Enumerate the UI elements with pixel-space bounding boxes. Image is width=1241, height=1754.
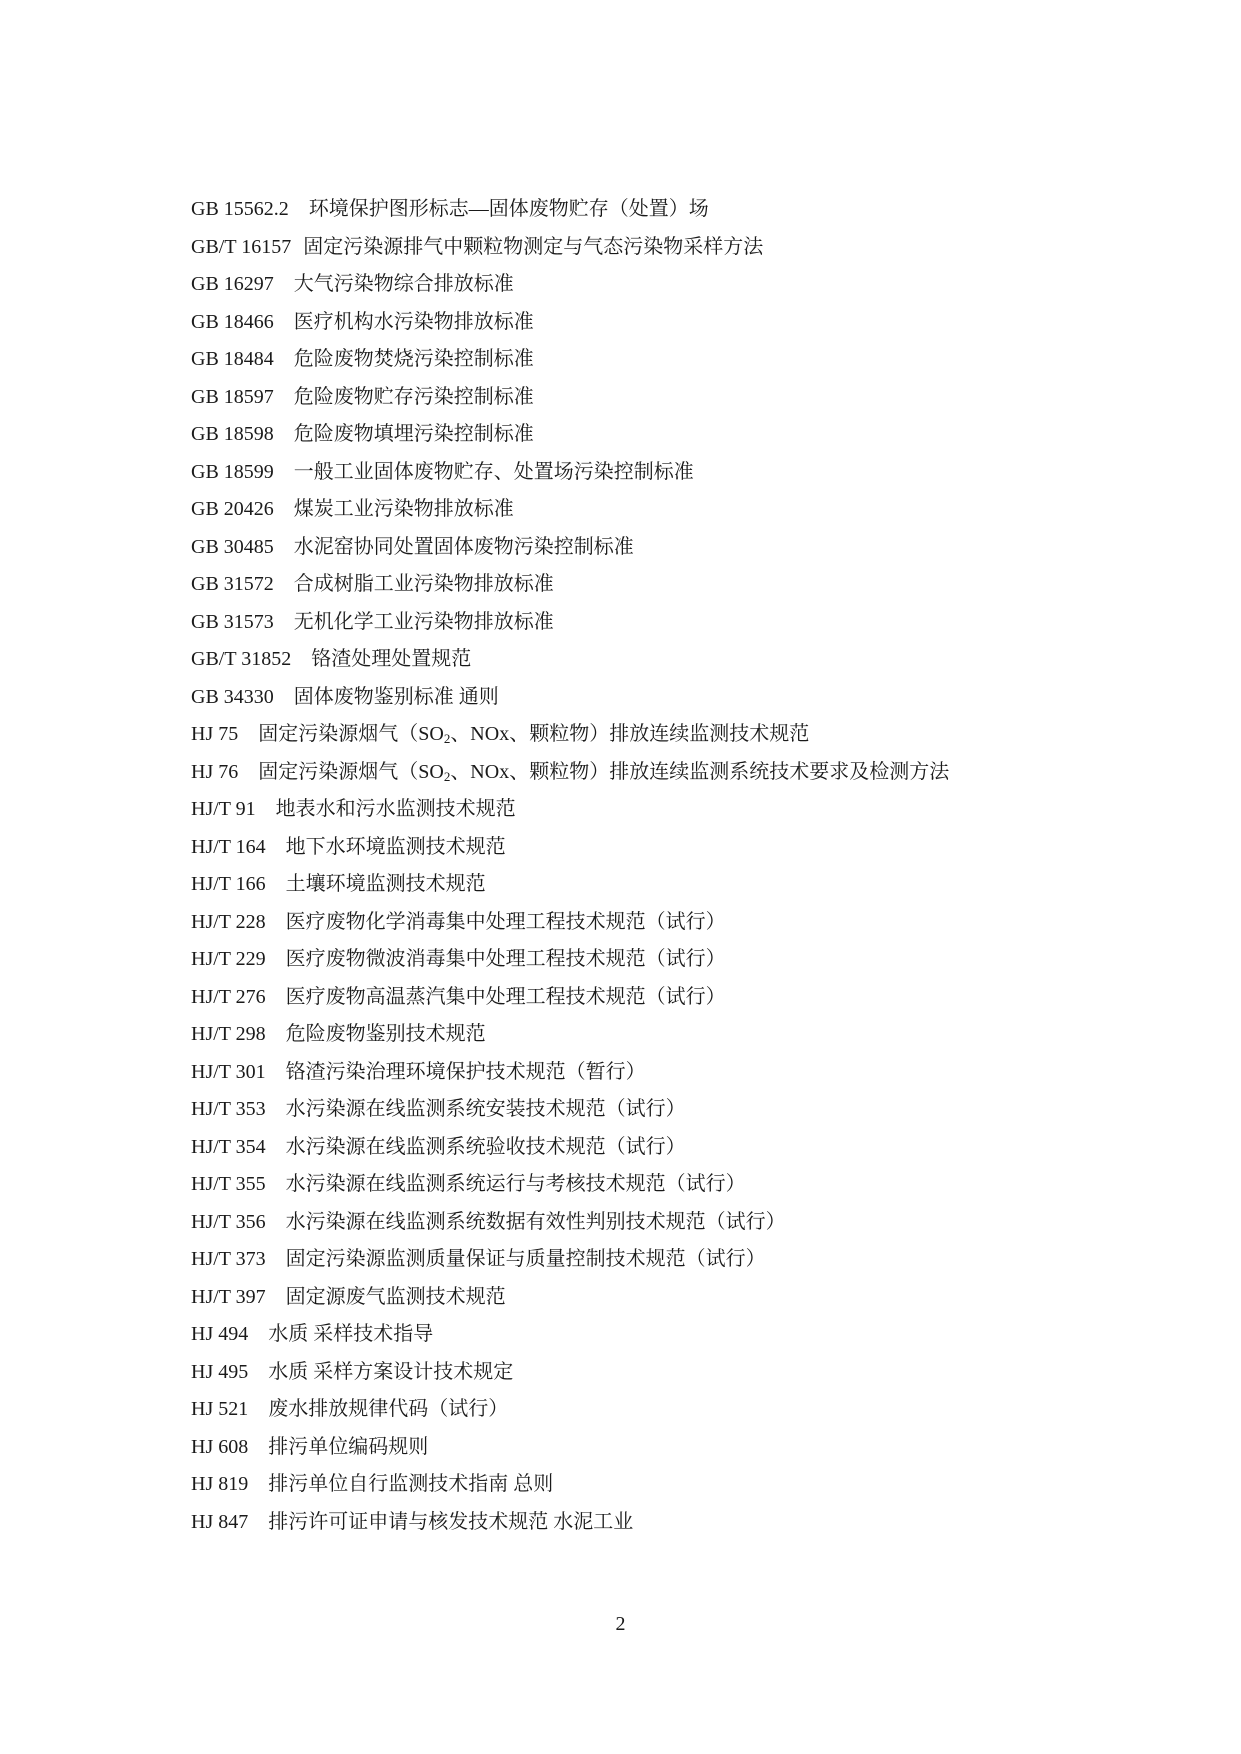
reference-title: 土壤环境监测技术规范 [285, 873, 486, 895]
reference-item [191, 491, 949, 529]
reference-title: 水污染源在线监测系统数据有效性判别技术规范（试行） [285, 1210, 786, 1233]
reference-code: GB 18597 [191, 385, 274, 408]
reference-item [191, 379, 949, 417]
reference-title: 合成树脂工业污染物排放标准 [293, 573, 554, 595]
reference-code: GB 34330 [191, 685, 274, 708]
reference-item [191, 1054, 949, 1092]
reference-code: GB 16297 [191, 273, 274, 295]
reference-code: HJ/T 301 [191, 1060, 266, 1083]
reference-item [191, 1316, 949, 1354]
reference-code: GB/T 31852 [191, 648, 292, 670]
reference-code: HJ/T 164 [191, 835, 266, 858]
reference-code: GB 30485 [191, 535, 274, 558]
reference-item [191, 1466, 949, 1504]
reference-title: 医疗废物高温蒸汽集中处理工程技术规范（试行） [285, 985, 726, 1008]
reference-title: 大气污染物综合排放标准 [293, 273, 514, 295]
reference-code: HJ/T 228 [191, 910, 266, 933]
reference-title: 固定污染源排气中颗粒物测定与气态污染物采样方法 [303, 235, 764, 258]
reference-item [191, 191, 949, 229]
reference-title: 固定源废气监测技术规范 [285, 1285, 506, 1308]
reference-code: GB/T 16157 [191, 235, 292, 258]
reference-code: HJ 75 [191, 723, 239, 745]
reference-code: GB 18466 [191, 310, 274, 333]
reference-title: 固定污染源烟气（$SO_2$、NOx、颗粒物）排放连续监测技术规范 [258, 723, 810, 746]
reference-title: 危险废物贮存污染控制标准 [293, 385, 534, 408]
reference-item [191, 1429, 949, 1467]
reference-item [191, 1129, 949, 1167]
reference-code: HJ/T 356 [191, 1210, 266, 1233]
reference-title: 水污染源在线监测系统安装技术规范（试行） [285, 1098, 686, 1120]
reference-code: HJ 521 [191, 1398, 249, 1420]
reference-title: 危险废物鉴别技术规范 [285, 1023, 486, 1045]
reference-title: 固定污染源烟气（$SO_2$、NOx、颗粒物）排放连续监测系统技术要求及检测方法 [258, 760, 950, 784]
reference-item [191, 566, 949, 604]
reference-item [191, 716, 949, 754]
reference-title: 水污染源在线监测系统验收技术规范（试行） [285, 1135, 686, 1158]
reference-code: HJ 819 [191, 1473, 249, 1495]
reference-item [191, 229, 949, 267]
reference-code: HJ/T 229 [191, 948, 266, 970]
reference-item [191, 604, 949, 642]
reference-item [191, 791, 949, 829]
reference-code: HJ 495 [191, 1360, 249, 1383]
reference-code: HJ/T 355 [191, 1173, 266, 1195]
reference-title: 水污染源在线监测系统运行与考核技术规范（试行） [285, 1173, 746, 1195]
reference-item [191, 529, 949, 567]
reference-item [191, 1091, 949, 1129]
reference-item [191, 866, 949, 904]
reference-code: GB 15562.2 [191, 198, 289, 220]
reference-code: HJ 494 [191, 1323, 249, 1345]
reference-item [191, 754, 949, 792]
reference-title: 一般工业固体废物贮存、处置场污染控制标准 [293, 460, 694, 483]
reference-title: 排污单位编码规则 [268, 1435, 429, 1458]
reference-code: HJ/T 91 [191, 798, 256, 820]
reference-title: 水泥窑协同处置固体废物污染控制标准 [293, 535, 634, 558]
reference-title: 水质 采样方案设计技术规定 [268, 1360, 514, 1383]
reference-title: 无机化学工业污染物排放标准 [293, 610, 554, 633]
reference-title: 固定污染源监测质量保证与质量控制技术规范（试行） [285, 1248, 766, 1270]
reference-item [191, 904, 949, 942]
reference-title: 地下水环境监测技术规范 [285, 835, 506, 858]
reference-item [191, 1391, 949, 1429]
reference-code: HJ 847 [191, 1510, 249, 1533]
reference-code: GB 18598 [191, 423, 274, 445]
reference-title: 地表水和污水监测技术规范 [275, 798, 516, 820]
reference-code: HJ 608 [191, 1435, 249, 1458]
reference-code: GB 20426 [191, 498, 274, 520]
reference-code: HJ/T 276 [191, 985, 266, 1008]
reference-title: 医疗废物化学消毒集中处理工程技术规范（试行） [285, 910, 726, 933]
reference-item [191, 1204, 949, 1242]
reference-title: 排污单位自行监测技术指南 总则 [268, 1473, 554, 1495]
reference-code: GB 18599 [191, 460, 274, 483]
reference-code: GB 31573 [191, 610, 274, 633]
reference-item [191, 266, 949, 304]
reference-code: HJ/T 166 [191, 873, 266, 895]
reference-title: 煤炭工业污染物排放标准 [293, 498, 514, 520]
reference-item [191, 1354, 949, 1392]
reference-title: 排污许可证申请与核发技术规范 水泥工业 [268, 1510, 634, 1533]
reference-item [191, 979, 949, 1017]
reference-code: HJ/T 354 [191, 1135, 266, 1158]
reference-title: 环境保护图形标志—固体废物贮存（处置）场 [308, 198, 709, 220]
reference-item [191, 679, 949, 717]
normative-references-list [191, 191, 949, 1541]
reference-item [191, 1504, 949, 1542]
reference-item [191, 1241, 949, 1279]
reference-code: HJ/T 298 [191, 1023, 266, 1045]
reference-title: 固体废物鉴别标准 通则 [293, 685, 499, 708]
reference-title: 危险废物焚烧污染控制标准 [293, 348, 534, 370]
reference-title: 医疗机构水污染物排放标准 [293, 310, 534, 333]
reference-item [191, 941, 949, 979]
reference-item [191, 1279, 949, 1317]
reference-code: HJ 76 [191, 760, 239, 783]
reference-title: 废水排放规律代码（试行） [268, 1398, 509, 1420]
reference-code: GB 18484 [191, 348, 274, 370]
reference-code: HJ/T 373 [191, 1248, 266, 1270]
reference-item [191, 304, 949, 342]
reference-title: 危险废物填埋污染控制标准 [293, 423, 534, 445]
reference-item [191, 416, 949, 454]
reference-item [191, 341, 949, 379]
reference-code: HJ/T 397 [191, 1285, 266, 1308]
reference-title: 铬渣污染治理环境保护技术规范（暂行） [285, 1060, 646, 1083]
page-number: 2 [615, 1613, 626, 1635]
reference-item [191, 1016, 949, 1054]
reference-item [191, 1166, 949, 1204]
reference-title: 水质 采样技术指导 [268, 1323, 434, 1345]
reference-title: 医疗废物微波消毒集中处理工程技术规范（试行） [285, 948, 726, 970]
reference-title: 铬渣处理处置规范 [311, 648, 472, 670]
reference-item [191, 829, 949, 867]
reference-code: HJ/T 353 [191, 1098, 266, 1120]
reference-code: GB 31572 [191, 573, 274, 595]
reference-item [191, 641, 949, 679]
reference-item [191, 454, 949, 492]
